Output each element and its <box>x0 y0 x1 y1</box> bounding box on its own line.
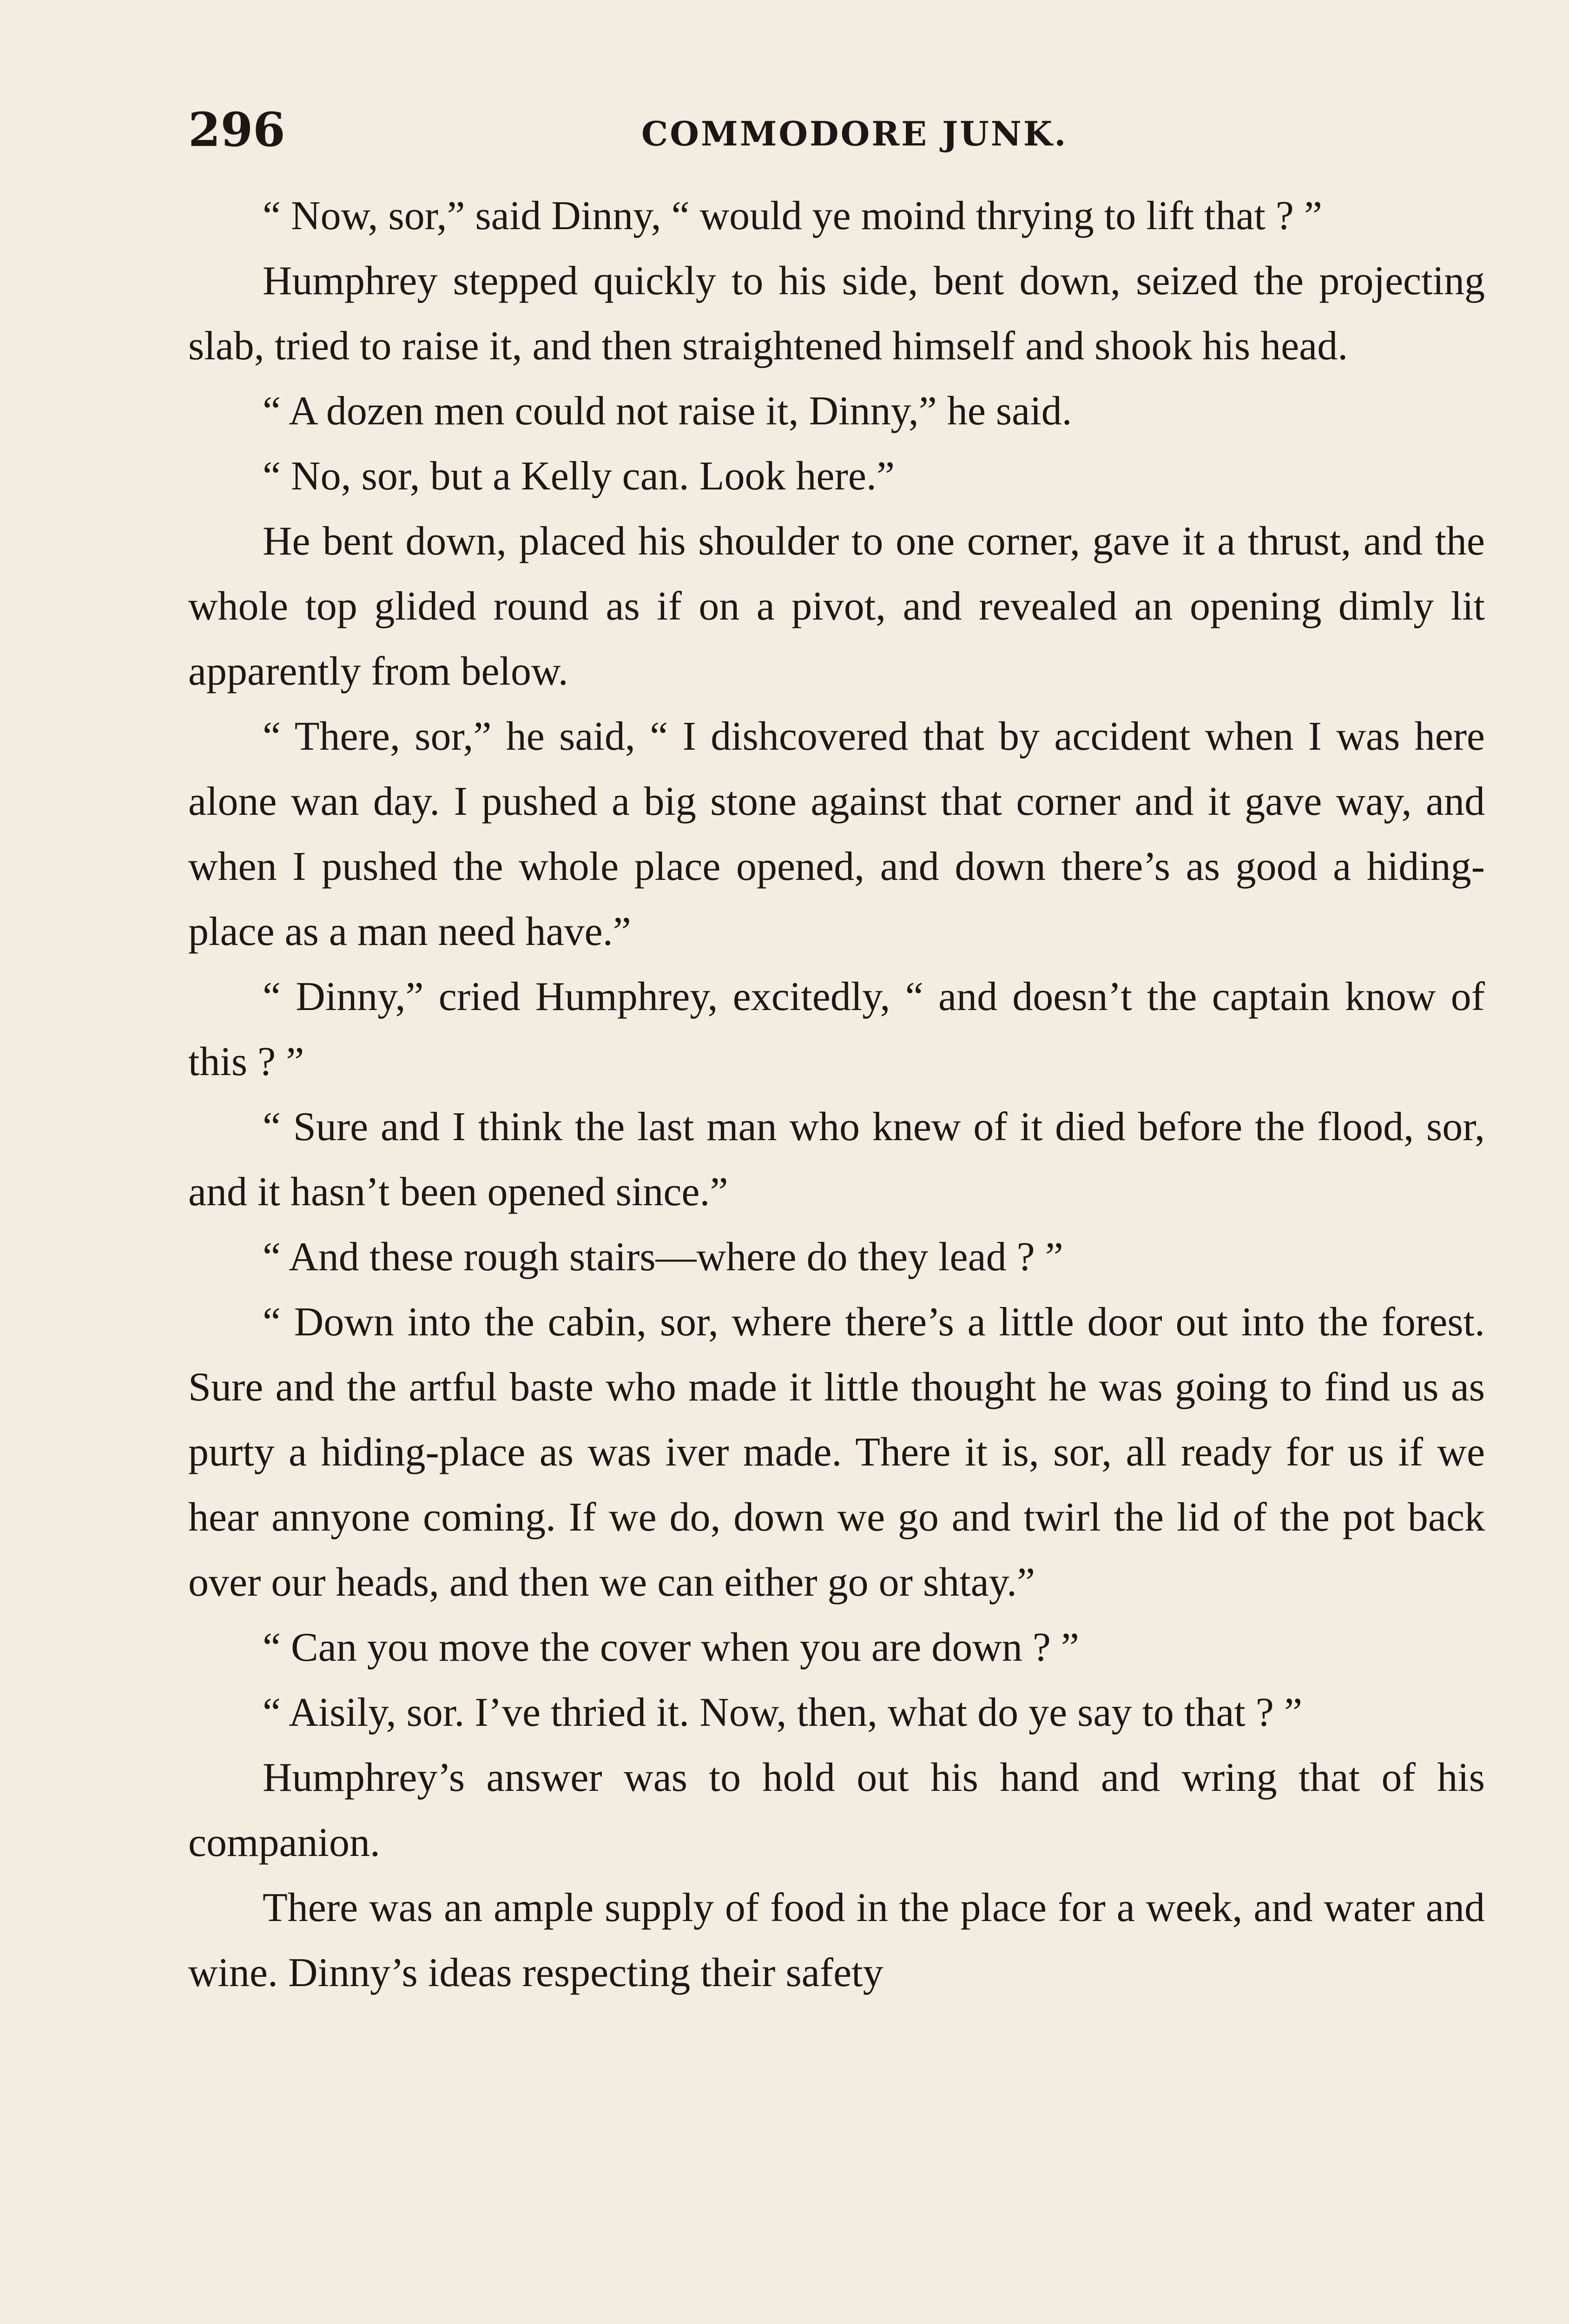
paragraph: “ And these rough stairs—where do they lead ? ” <box>263 1235 1063 1280</box>
paragraph: “ Can you move the cover when you are down ? ” <box>263 1625 1079 1670</box>
paragraph: “ A dozen men could not raise it, Dinny,” he said. <box>263 389 1072 434</box>
paragraph: “ No, sor, but a Kelly can. Look here.” <box>263 454 895 499</box>
paragraph: “ Aisily, sor. I’ve thried it. Now, then, what do ye say to that ? ” <box>263 1690 1302 1735</box>
paragraph: Humphrey stepped quickly to his side, bent down, seized the projecting slab, tried to raise it, and then straightened himself and shook his head. <box>188 258 1485 369</box>
paragraph: He bent down, placed his shoulder to one corner, gave it a thrust, and the whole top glided round as if on a pivot, and revealed an opening dimly lit apparently from below. <box>188 519 1485 694</box>
paragraph: “ Dinny,” cried Humphrey, excitedly, “ and doesn’t the captain know of this ? ” <box>188 974 1485 1084</box>
body-text <box>188 184 1485 2006</box>
paragraph: “ Down into the cabin, sor, where there’s a little door out into the forest. Sure and the artful baste who made it little thought he was going to find us as purty a hiding-place as was iver made. There it is, sor, all ready for us if we hear annyone coming. If we do, down we go and twirl the lid of the pot back over our heads, and then we can either go or shtay.” <box>188 1300 1485 1605</box>
paragraph: “ Sure and I think the last man who knew of it died before the flood, sor, and it hasn’t been opened since.” <box>188 1104 1485 1215</box>
running-head: COMMODORE JUNK. <box>641 114 1068 153</box>
paragraph: “ There, sor,” he said, “ I dishcovered that by accident when I was here alone wan day. I pushed a big stone against that corner and it gave way, and when I pushed the whole place opened, and down there’s as good a hiding-place as a man need have.” <box>188 714 1485 954</box>
page-number: 296 <box>188 102 285 157</box>
paragraph: There was an ample supply of food in the place for a week, and water and wine. Dinny’s ideas respecting their safety <box>188 1885 1485 1995</box>
paragraph: Humphrey’s answer was to hold out his hand and wring that of his companion. <box>188 1755 1485 1865</box>
paragraph: “ Now, sor,” said Dinny, “ would ye moind thrying to lift that ? ” <box>263 193 1322 238</box>
